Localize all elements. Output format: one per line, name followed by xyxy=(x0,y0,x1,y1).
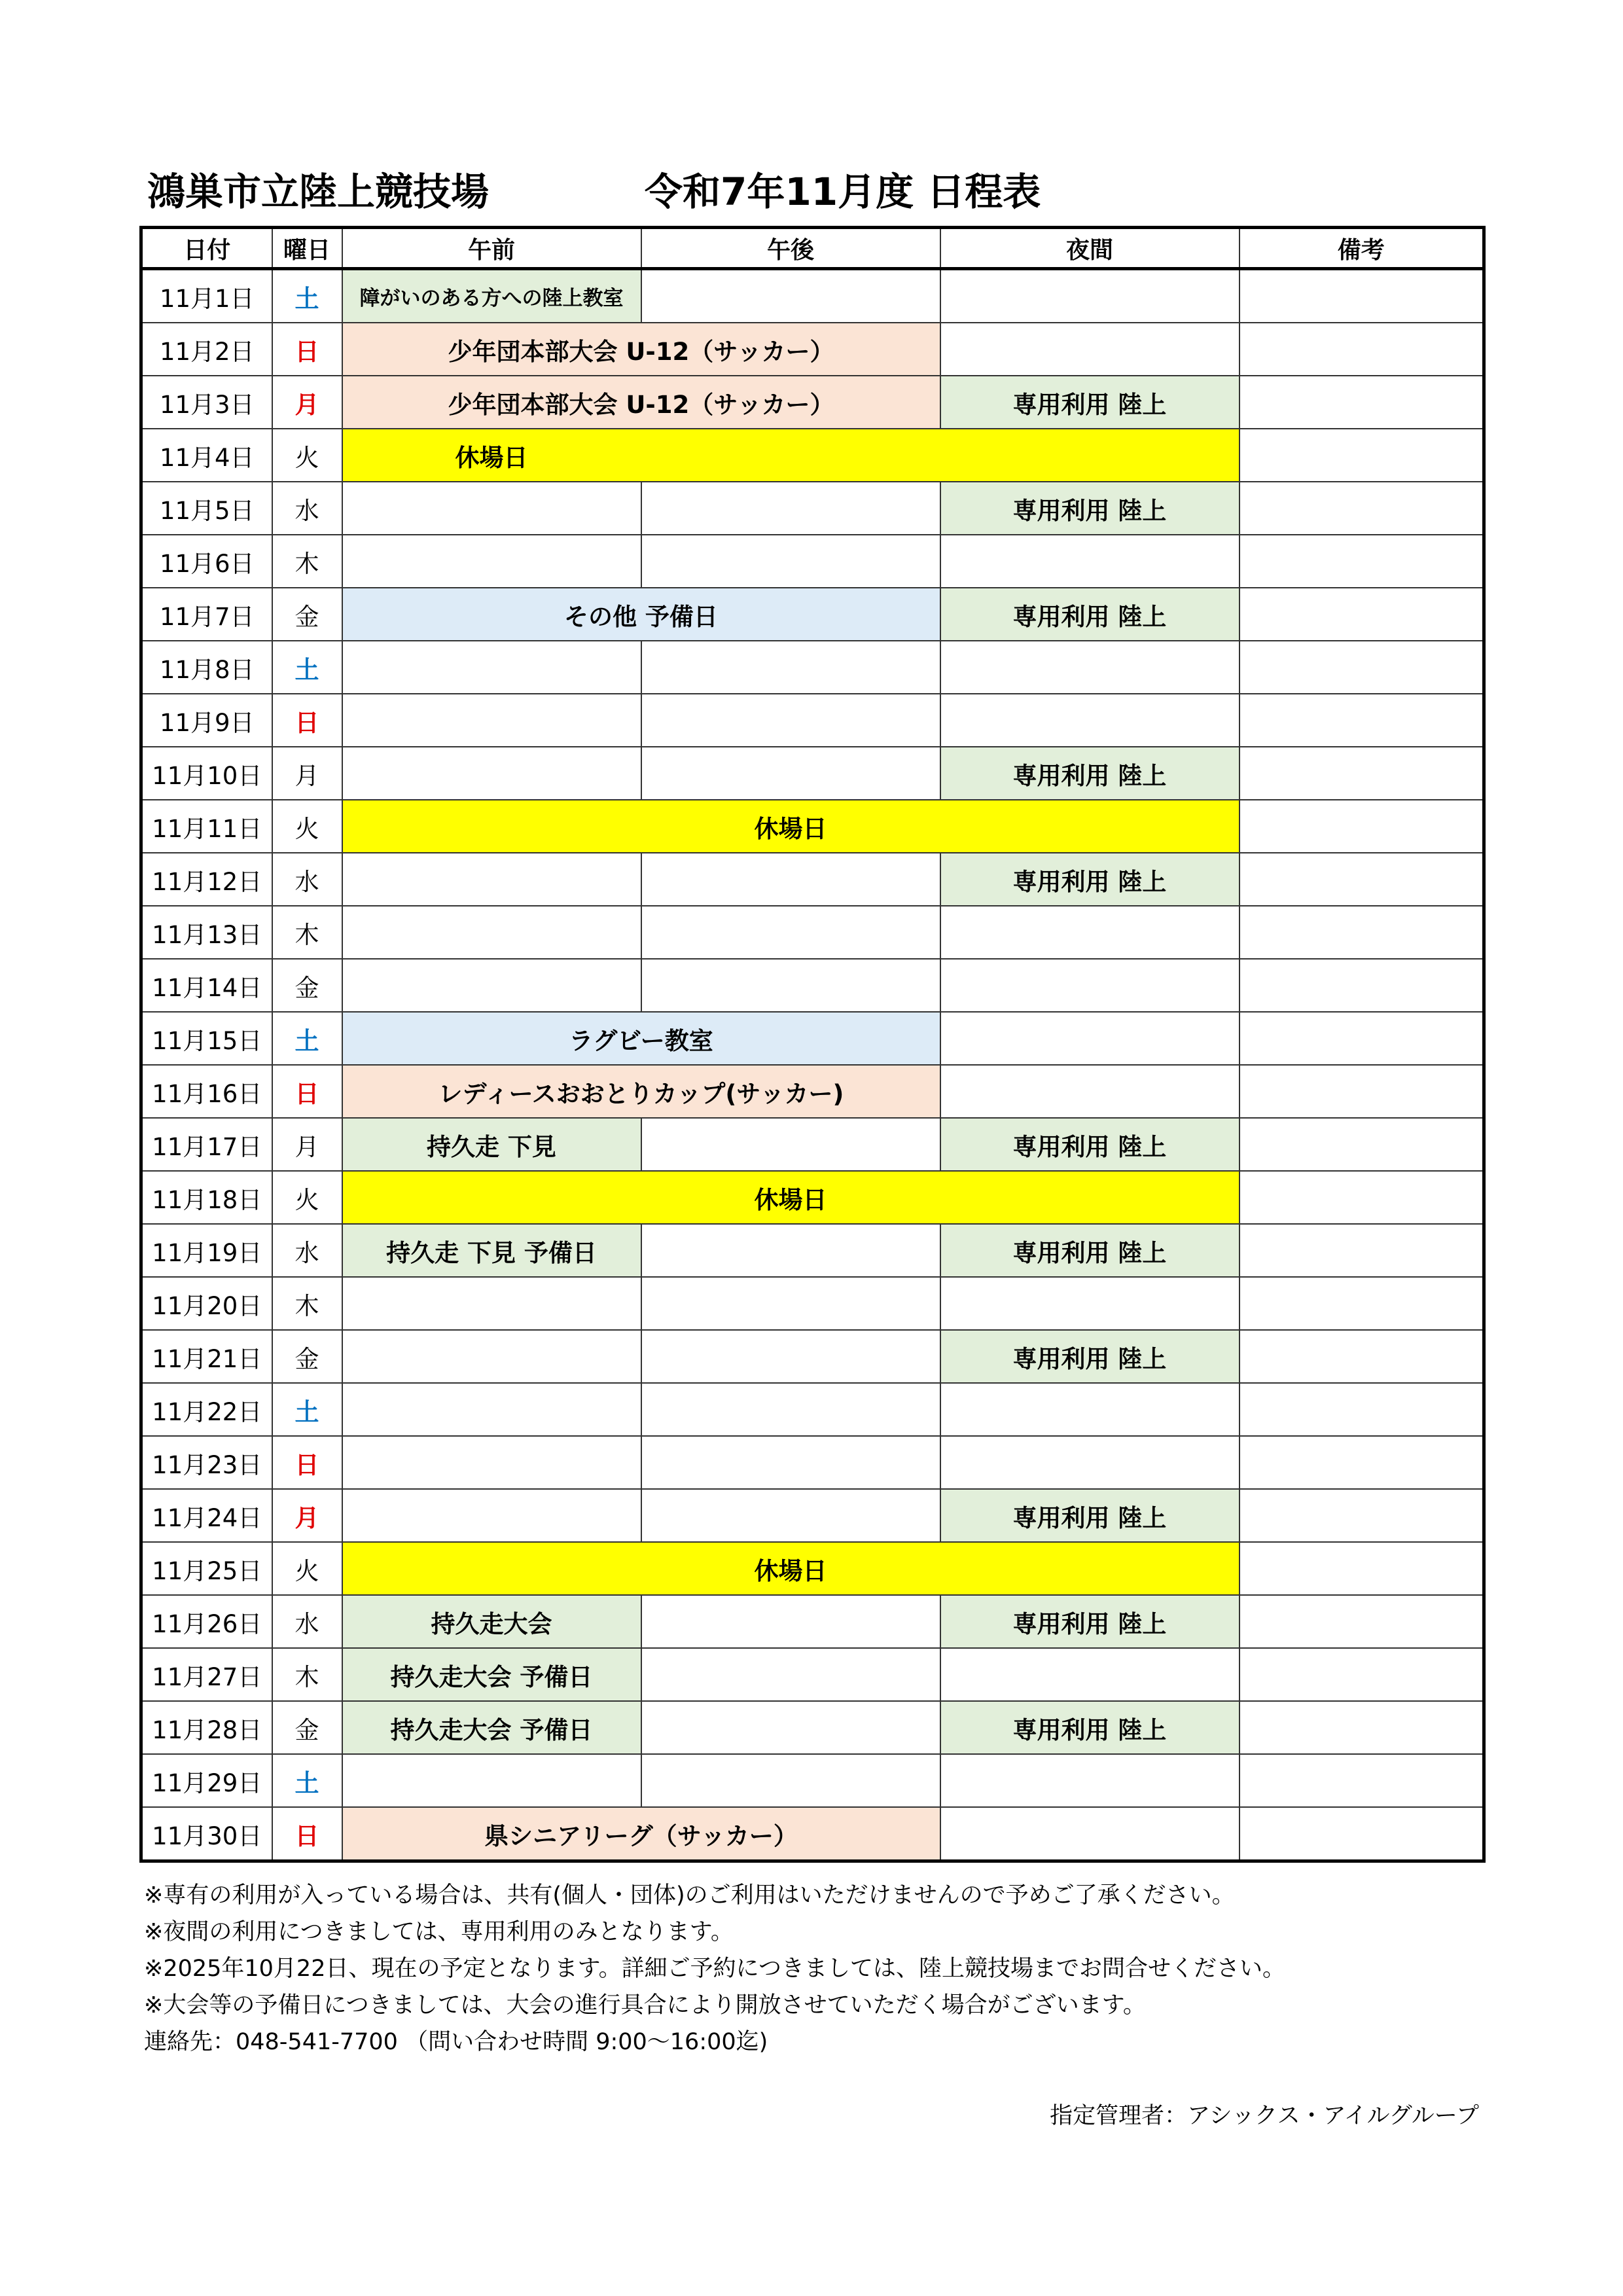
table-row xyxy=(141,535,1484,588)
weekday-cell: 土 xyxy=(272,1012,342,1065)
remarks-cell xyxy=(1240,853,1484,906)
schedule-entry: 専用利用 陸上 xyxy=(940,853,1240,906)
date-cell: 11月24日 xyxy=(141,1489,272,1542)
facility-name: 鴻巣市立陸上競技場 xyxy=(147,170,490,214)
remarks-cell xyxy=(1240,482,1484,535)
date-cell: 11月9日 xyxy=(141,694,272,747)
remarks-cell xyxy=(1240,747,1484,800)
table-row xyxy=(141,1489,1484,1542)
date-cell: 11月28日 xyxy=(141,1701,272,1754)
weekday-cell: 土 xyxy=(272,641,342,694)
schedule-entry: その他 予備日 xyxy=(342,588,940,641)
note-line: ※専有の利用が入っている場合は、共有(個人・団体)のご利用はいただけませんので予めご了承ください。 xyxy=(144,1882,1235,1909)
table-row xyxy=(141,323,1484,376)
header-am: 午前 xyxy=(342,228,641,269)
table-row xyxy=(141,1648,1484,1701)
empty-slot xyxy=(641,1701,940,1754)
empty-slot xyxy=(342,1277,641,1330)
remarks-cell xyxy=(1240,1277,1484,1330)
date-cell: 11月15日 xyxy=(141,1012,272,1065)
table-row xyxy=(141,429,1484,482)
remarks-cell xyxy=(1240,1065,1484,1118)
remarks-cell xyxy=(1240,1807,1484,1861)
schedule-entry: 県シニアリーグ（サッカー） xyxy=(342,1807,940,1861)
empty-slot xyxy=(342,1436,641,1489)
remarks-cell xyxy=(1240,1754,1484,1807)
empty-slot xyxy=(940,694,1240,747)
empty-slot xyxy=(940,1754,1240,1807)
empty-slot xyxy=(342,1754,641,1807)
schedule-entry: 持久走大会 予備日 xyxy=(342,1701,641,1754)
remarks-cell xyxy=(1240,588,1484,641)
empty-slot xyxy=(641,747,940,800)
empty-slot xyxy=(940,1012,1240,1065)
weekday-cell: 金 xyxy=(272,1330,342,1383)
weekday-cell: 日 xyxy=(272,1065,342,1118)
remarks-cell xyxy=(1240,959,1484,1012)
header-date: 日付 xyxy=(141,228,272,269)
empty-slot xyxy=(641,1224,940,1277)
empty-slot xyxy=(342,694,641,747)
table-row xyxy=(141,641,1484,694)
weekday-cell: 日 xyxy=(272,694,342,747)
table-row xyxy=(141,482,1484,535)
table-row xyxy=(141,1807,1484,1861)
schedule-entry: 専用利用 陸上 xyxy=(940,1224,1240,1277)
empty-slot xyxy=(940,641,1240,694)
table-row xyxy=(141,1171,1484,1224)
weekday-cell: 日 xyxy=(272,1436,342,1489)
header-dow: 曜日 xyxy=(272,228,342,269)
date-cell: 11月21日 xyxy=(141,1330,272,1383)
date-cell: 11月25日 xyxy=(141,1542,272,1595)
empty-slot xyxy=(342,959,641,1012)
date-cell: 11月23日 xyxy=(141,1436,272,1489)
date-cell: 11月3日 xyxy=(141,376,272,429)
schedule-entry: 持久走 下見 予備日 xyxy=(342,1224,641,1277)
schedule-entry: 持久走大会 xyxy=(342,1595,641,1648)
date-cell: 11月16日 xyxy=(141,1065,272,1118)
table-row xyxy=(141,959,1484,1012)
table-row xyxy=(141,1701,1484,1754)
weekday-cell: 土 xyxy=(272,1754,342,1807)
schedule-entry: 専用利用 陸上 xyxy=(940,1489,1240,1542)
empty-slot xyxy=(342,906,641,959)
table-row xyxy=(141,588,1484,641)
header-remarks: 備考 xyxy=(1240,228,1484,269)
date-cell: 11月27日 xyxy=(141,1648,272,1701)
empty-slot xyxy=(940,906,1240,959)
weekday-cell: 月 xyxy=(272,1489,342,1542)
weekday-cell: 水 xyxy=(272,853,342,906)
page-title xyxy=(147,162,1041,215)
table-row xyxy=(141,1436,1484,1489)
weekday-cell: 水 xyxy=(272,1224,342,1277)
table-row xyxy=(141,1754,1484,1807)
schedule-entry: 障がいのある方への陸上教室 xyxy=(342,269,641,323)
weekday-cell: 水 xyxy=(272,482,342,535)
schedule-period: 令和7年11月度 日程表 xyxy=(645,170,1041,214)
weekday-cell: 木 xyxy=(272,535,342,588)
empty-slot xyxy=(940,959,1240,1012)
remarks-cell xyxy=(1240,1383,1484,1436)
schedule-entry: 専用利用 陸上 xyxy=(940,376,1240,429)
header-pm: 午後 xyxy=(641,228,940,269)
table-row xyxy=(141,1542,1484,1595)
date-cell: 11月20日 xyxy=(141,1277,272,1330)
remarks-cell xyxy=(1240,694,1484,747)
weekday-cell: 日 xyxy=(272,323,342,376)
weekday-cell: 火 xyxy=(272,1542,342,1595)
header-night: 夜間 xyxy=(940,228,1240,269)
table-row xyxy=(141,747,1484,800)
weekday-cell: 金 xyxy=(272,959,342,1012)
date-cell: 11月17日 xyxy=(141,1118,272,1171)
empty-slot xyxy=(342,1489,641,1542)
empty-slot xyxy=(940,1436,1240,1489)
empty-slot xyxy=(940,323,1240,376)
remarks-cell xyxy=(1240,323,1484,376)
remarks-cell xyxy=(1240,376,1484,429)
empty-slot xyxy=(342,1383,641,1436)
date-cell: 11月7日 xyxy=(141,588,272,641)
empty-slot xyxy=(641,1595,940,1648)
remarks-cell xyxy=(1240,641,1484,694)
schedule-entry: 休場日 xyxy=(342,1171,1240,1224)
remarks-cell xyxy=(1240,800,1484,853)
date-cell: 11月12日 xyxy=(141,853,272,906)
empty-slot xyxy=(342,482,641,535)
empty-slot xyxy=(342,853,641,906)
empty-slot xyxy=(641,906,940,959)
date-cell: 11月13日 xyxy=(141,906,272,959)
table-row xyxy=(141,694,1484,747)
notes xyxy=(144,1877,1285,2060)
weekday-cell: 月 xyxy=(272,1118,342,1171)
schedule-entry: 持久走大会 予備日 xyxy=(342,1648,641,1701)
schedule-entry: 休場日 xyxy=(342,429,1240,482)
date-cell: 11月2日 xyxy=(141,323,272,376)
date-cell: 11月1日 xyxy=(141,269,272,323)
weekday-cell: 土 xyxy=(272,269,342,323)
table-row xyxy=(141,1012,1484,1065)
date-cell: 11月29日 xyxy=(141,1754,272,1807)
table-row xyxy=(141,1383,1484,1436)
schedule-entry: 少年団本部大会 U-12（サッカー） xyxy=(342,376,940,429)
table-row xyxy=(141,1277,1484,1330)
table-row xyxy=(141,269,1484,323)
schedule-entry: 専用利用 陸上 xyxy=(940,1330,1240,1383)
empty-slot xyxy=(641,1330,940,1383)
schedule-table xyxy=(139,226,1486,1863)
empty-slot xyxy=(940,1807,1240,1861)
schedule-entry: 専用利用 陸上 xyxy=(940,1595,1240,1648)
date-cell: 11月6日 xyxy=(141,535,272,588)
table-row xyxy=(141,1595,1484,1648)
contact-line: 連絡先：048-541-7700 （問い合わせ時間 9:00～16:00迄) xyxy=(144,2029,768,2055)
header-row xyxy=(141,228,1484,269)
remarks-cell xyxy=(1240,1648,1484,1701)
empty-slot xyxy=(641,482,940,535)
weekday-cell: 木 xyxy=(272,1648,342,1701)
weekday-cell: 金 xyxy=(272,588,342,641)
designated-manager: 指定管理者：アシックス・アイルグループ xyxy=(1050,2103,1479,2129)
remarks-cell xyxy=(1240,1542,1484,1595)
schedule-entry: 持久走 下見 xyxy=(342,1118,641,1171)
remarks-cell xyxy=(1240,1489,1484,1542)
table-row xyxy=(141,1065,1484,1118)
empty-slot xyxy=(641,853,940,906)
date-cell: 11月10日 xyxy=(141,747,272,800)
empty-slot xyxy=(641,1648,940,1701)
empty-slot xyxy=(641,694,940,747)
empty-slot xyxy=(641,1383,940,1436)
empty-slot xyxy=(940,1648,1240,1701)
weekday-cell: 月 xyxy=(272,747,342,800)
remarks-cell xyxy=(1240,1012,1484,1065)
empty-slot xyxy=(641,959,940,1012)
schedule-entry: 専用利用 陸上 xyxy=(940,588,1240,641)
date-cell: 11月30日 xyxy=(141,1807,272,1861)
date-cell: 11月22日 xyxy=(141,1383,272,1436)
note-line: ※夜間の利用につきましては、専用利用のみとなります。 xyxy=(144,1919,734,1945)
empty-slot xyxy=(342,747,641,800)
table-row xyxy=(141,853,1484,906)
weekday-cell: 火 xyxy=(272,1171,342,1224)
weekday-cell: 木 xyxy=(272,1277,342,1330)
schedule-entry: 専用利用 陸上 xyxy=(940,1701,1240,1754)
remarks-cell xyxy=(1240,1171,1484,1224)
weekday-cell: 土 xyxy=(272,1383,342,1436)
weekday-cell: 金 xyxy=(272,1701,342,1754)
empty-slot xyxy=(641,1489,940,1542)
remarks-cell xyxy=(1240,1330,1484,1383)
remarks-cell xyxy=(1240,429,1484,482)
remarks-cell xyxy=(1240,1595,1484,1648)
schedule-entry: 休場日 xyxy=(342,1542,1240,1595)
empty-slot xyxy=(940,1065,1240,1118)
table-row xyxy=(141,800,1484,853)
table-row xyxy=(141,376,1484,429)
empty-slot xyxy=(342,1330,641,1383)
empty-slot xyxy=(641,535,940,588)
empty-slot xyxy=(641,1754,940,1807)
empty-slot xyxy=(342,641,641,694)
weekday-cell: 月 xyxy=(272,376,342,429)
table-row xyxy=(141,1118,1484,1171)
date-cell: 11月4日 xyxy=(141,429,272,482)
weekday-cell: 水 xyxy=(272,1595,342,1648)
note-line: ※2025年10月22日、現在の予定となります。詳細ご予約につきましては、陸上競技場までお問合せください。 xyxy=(144,1956,1285,1982)
empty-slot xyxy=(940,1277,1240,1330)
empty-slot xyxy=(641,269,940,323)
schedule-body xyxy=(141,269,1484,1861)
schedule-entry: 少年団本部大会 U-12（サッカー） xyxy=(342,323,940,376)
table-row xyxy=(141,1224,1484,1277)
schedule-entry: 専用利用 陸上 xyxy=(940,1118,1240,1171)
remarks-cell xyxy=(1240,1224,1484,1277)
empty-slot xyxy=(342,535,641,588)
remarks-cell xyxy=(1240,535,1484,588)
remarks-cell xyxy=(1240,269,1484,323)
date-cell: 11月5日 xyxy=(141,482,272,535)
date-cell: 11月19日 xyxy=(141,1224,272,1277)
empty-slot xyxy=(641,1277,940,1330)
remarks-cell xyxy=(1240,1118,1484,1171)
schedule-entry: 専用利用 陸上 xyxy=(940,482,1240,535)
weekday-cell: 火 xyxy=(272,429,342,482)
empty-slot xyxy=(641,641,940,694)
remarks-cell xyxy=(1240,1436,1484,1489)
empty-slot xyxy=(940,269,1240,323)
schedule-entry: 専用利用 陸上 xyxy=(940,747,1240,800)
date-cell: 11月8日 xyxy=(141,641,272,694)
empty-slot xyxy=(940,535,1240,588)
remarks-cell xyxy=(1240,906,1484,959)
weekday-cell: 火 xyxy=(272,800,342,853)
empty-slot xyxy=(641,1436,940,1489)
table-row xyxy=(141,906,1484,959)
schedule-entry: ラグビー教室 xyxy=(342,1012,940,1065)
date-cell: 11月14日 xyxy=(141,959,272,1012)
date-cell: 11月18日 xyxy=(141,1171,272,1224)
schedule-entry: 休場日 xyxy=(342,800,1240,853)
remarks-cell xyxy=(1240,1701,1484,1754)
date-cell: 11月26日 xyxy=(141,1595,272,1648)
note-line: ※大会等の予備日につきましては、大会の進行具合により開放させていただく場合がございます。 xyxy=(144,1992,1146,2018)
weekday-cell: 日 xyxy=(272,1807,342,1861)
empty-slot xyxy=(940,1383,1240,1436)
weekday-cell: 木 xyxy=(272,906,342,959)
empty-slot xyxy=(641,1118,940,1171)
date-cell: 11月11日 xyxy=(141,800,272,853)
schedule-entry: レディースおおとりカップ(サッカー) xyxy=(342,1065,940,1118)
table-row xyxy=(141,1330,1484,1383)
